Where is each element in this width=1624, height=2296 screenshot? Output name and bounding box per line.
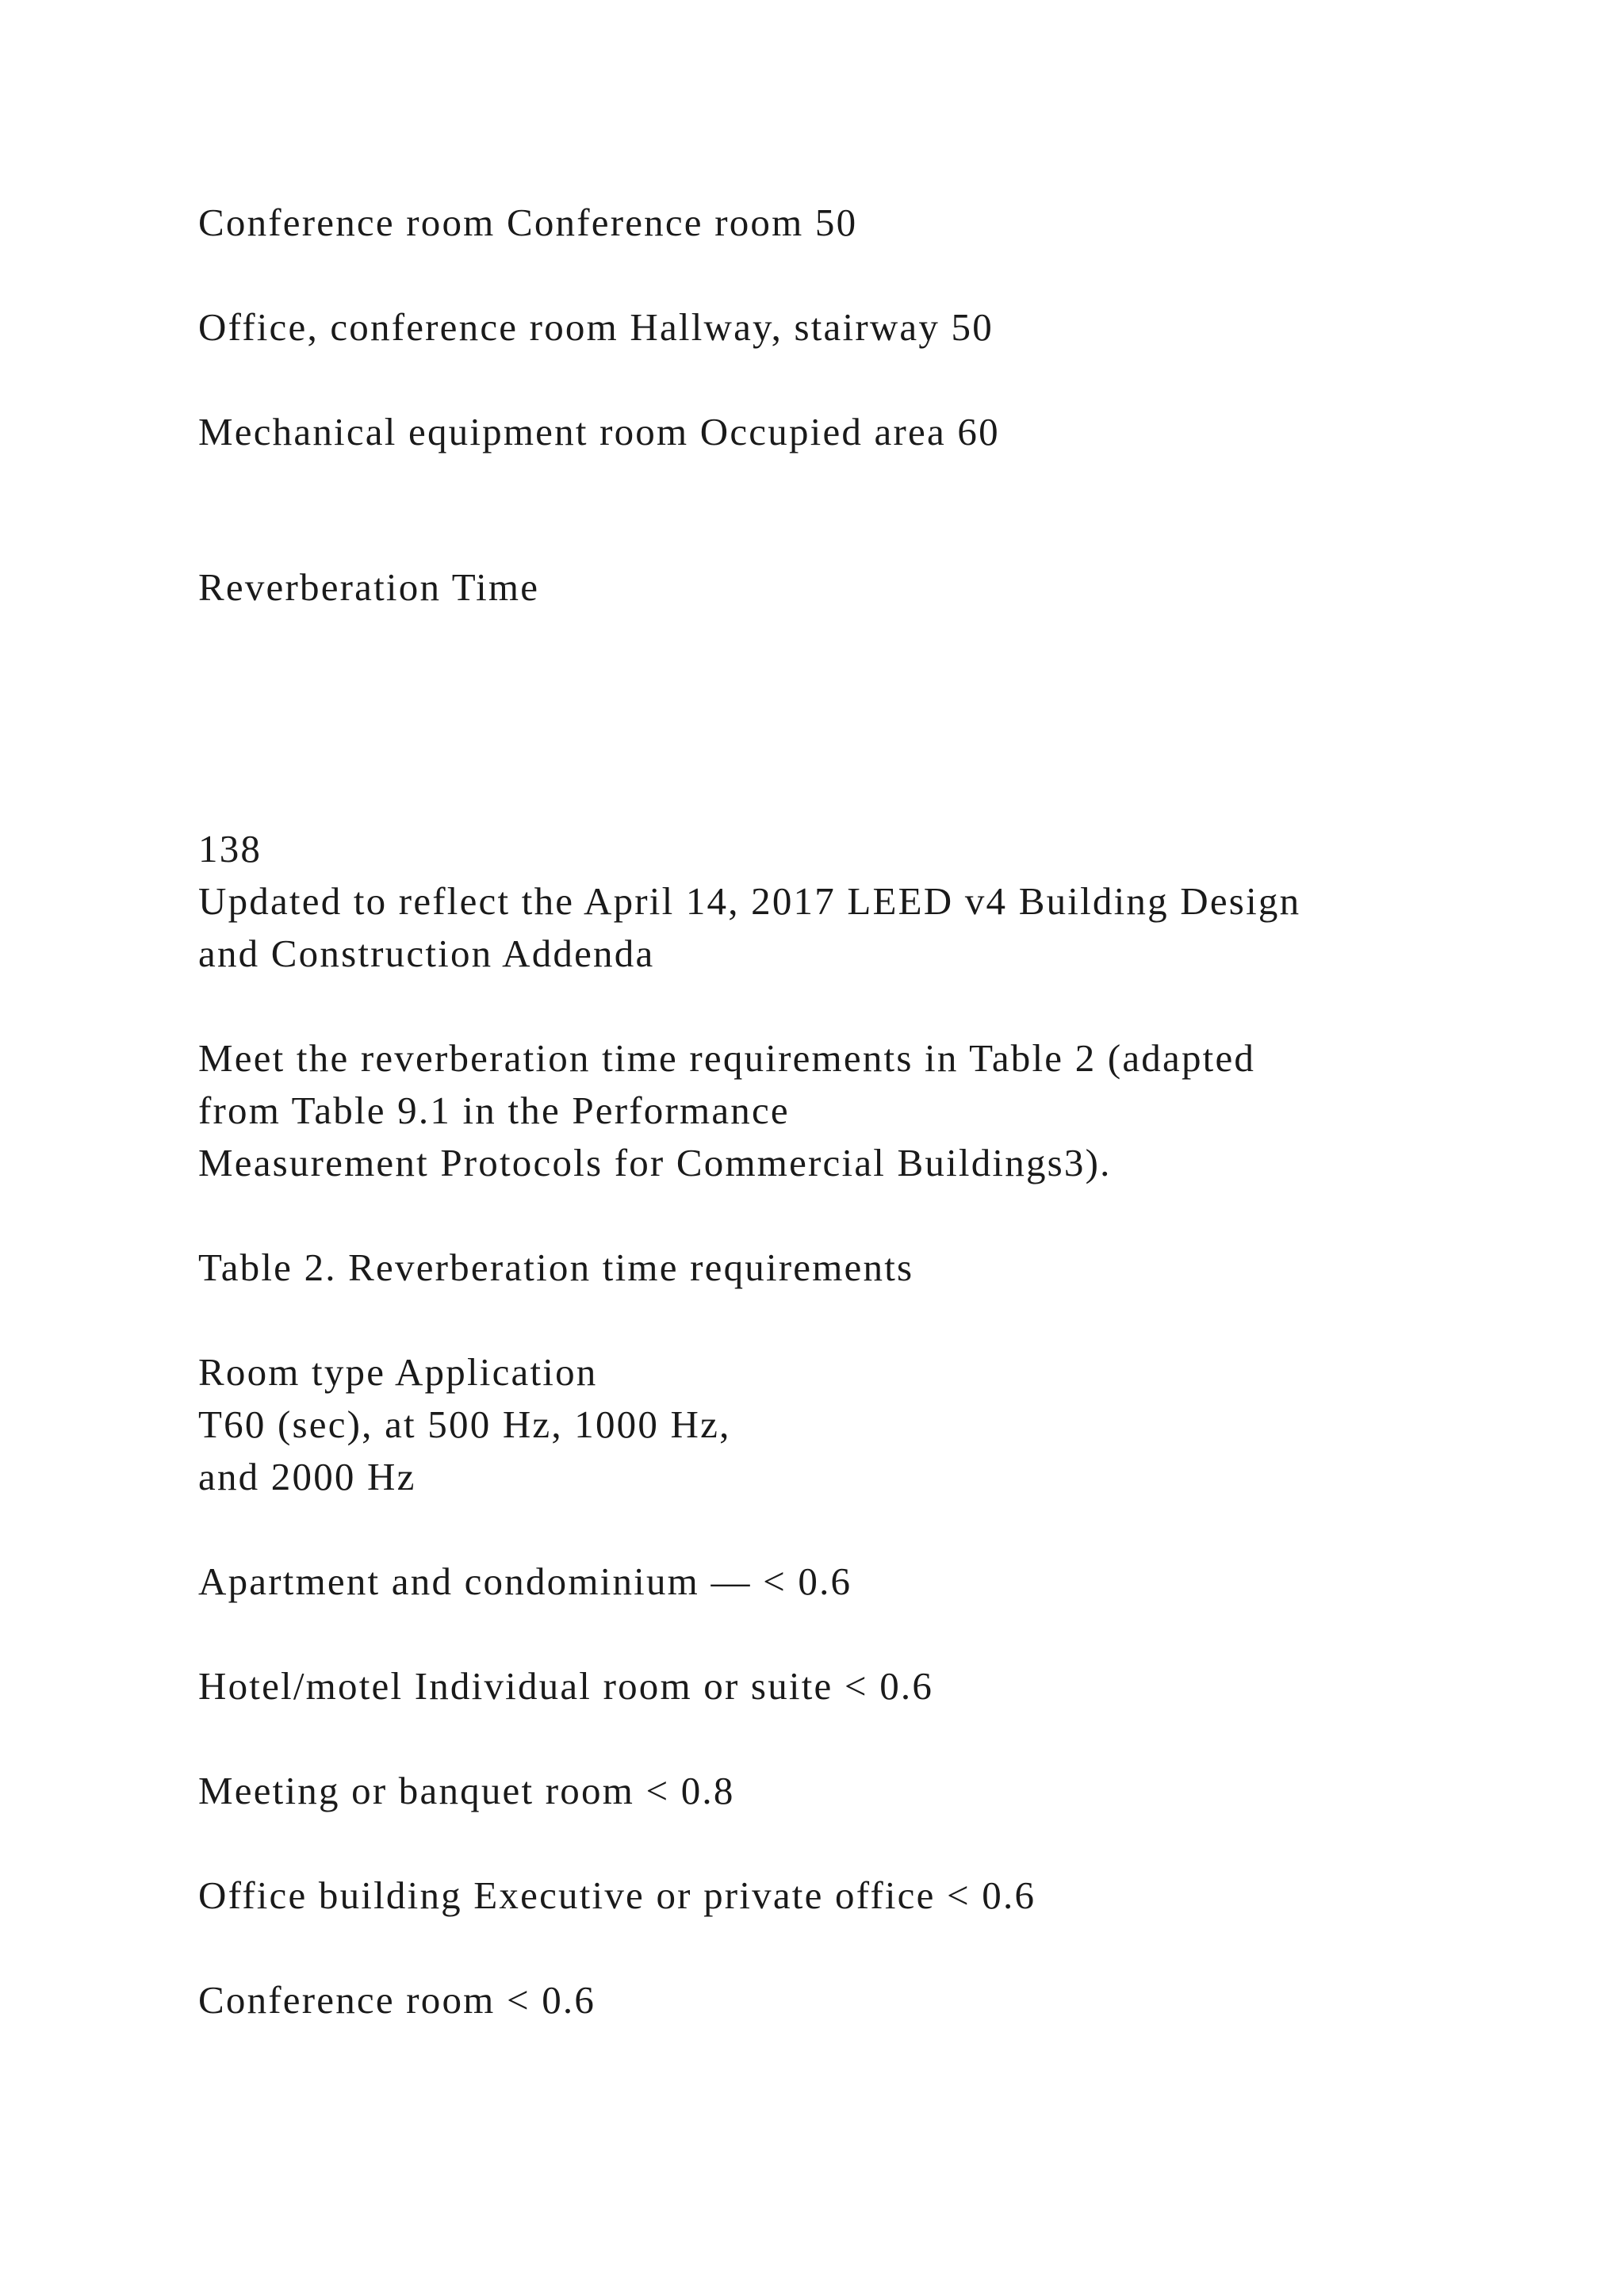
- table2-row-apartment: Apartment and condominium — < 0.6: [198, 1559, 852, 1603]
- page-number: 138: [198, 827, 262, 871]
- table2-header-line-3: and 2000 Hz: [198, 1455, 416, 1498]
- table1-row-mechanical: Mechanical equipment room Occupied area 60: [198, 410, 1000, 453]
- table2-row-office: Office building Executive or private office < 0.6: [198, 1873, 1036, 1917]
- table1-row-conference: Conference room Conference room 50: [198, 201, 858, 244]
- update-note-line-1: Updated to reflect the April 14, 2017 LEED v4 Building Design: [198, 879, 1301, 923]
- update-note-line-2: and Construction Addenda: [198, 932, 655, 975]
- table2-header-line-1: Room type Application: [198, 1350, 598, 1394]
- table1-row-office: Office, conference room Hallway, stairway 50: [198, 305, 994, 349]
- table2-row-meeting: Meeting or banquet room < 0.8: [198, 1769, 735, 1812]
- section-heading: Reverberation Time: [198, 565, 540, 609]
- table2-row-hotel: Hotel/motel Individual room or suite < 0.6: [198, 1664, 934, 1708]
- requirement-line-2: from Table 9.1 in the Performance: [198, 1089, 790, 1132]
- requirement-line-3: Measurement Protocols for Commercial Buildings3).: [198, 1141, 1112, 1184]
- table2-title: Table 2. Reverberation time requirements: [198, 1246, 914, 1289]
- requirement-line-1: Meet the reverberation time requirements in Table 2 (adapted: [198, 1036, 1256, 1080]
- table2-header-line-2: T60 (sec), at 500 Hz, 1000 Hz,: [198, 1402, 731, 1446]
- table2-row-conference: Conference room < 0.6: [198, 1978, 596, 2022]
